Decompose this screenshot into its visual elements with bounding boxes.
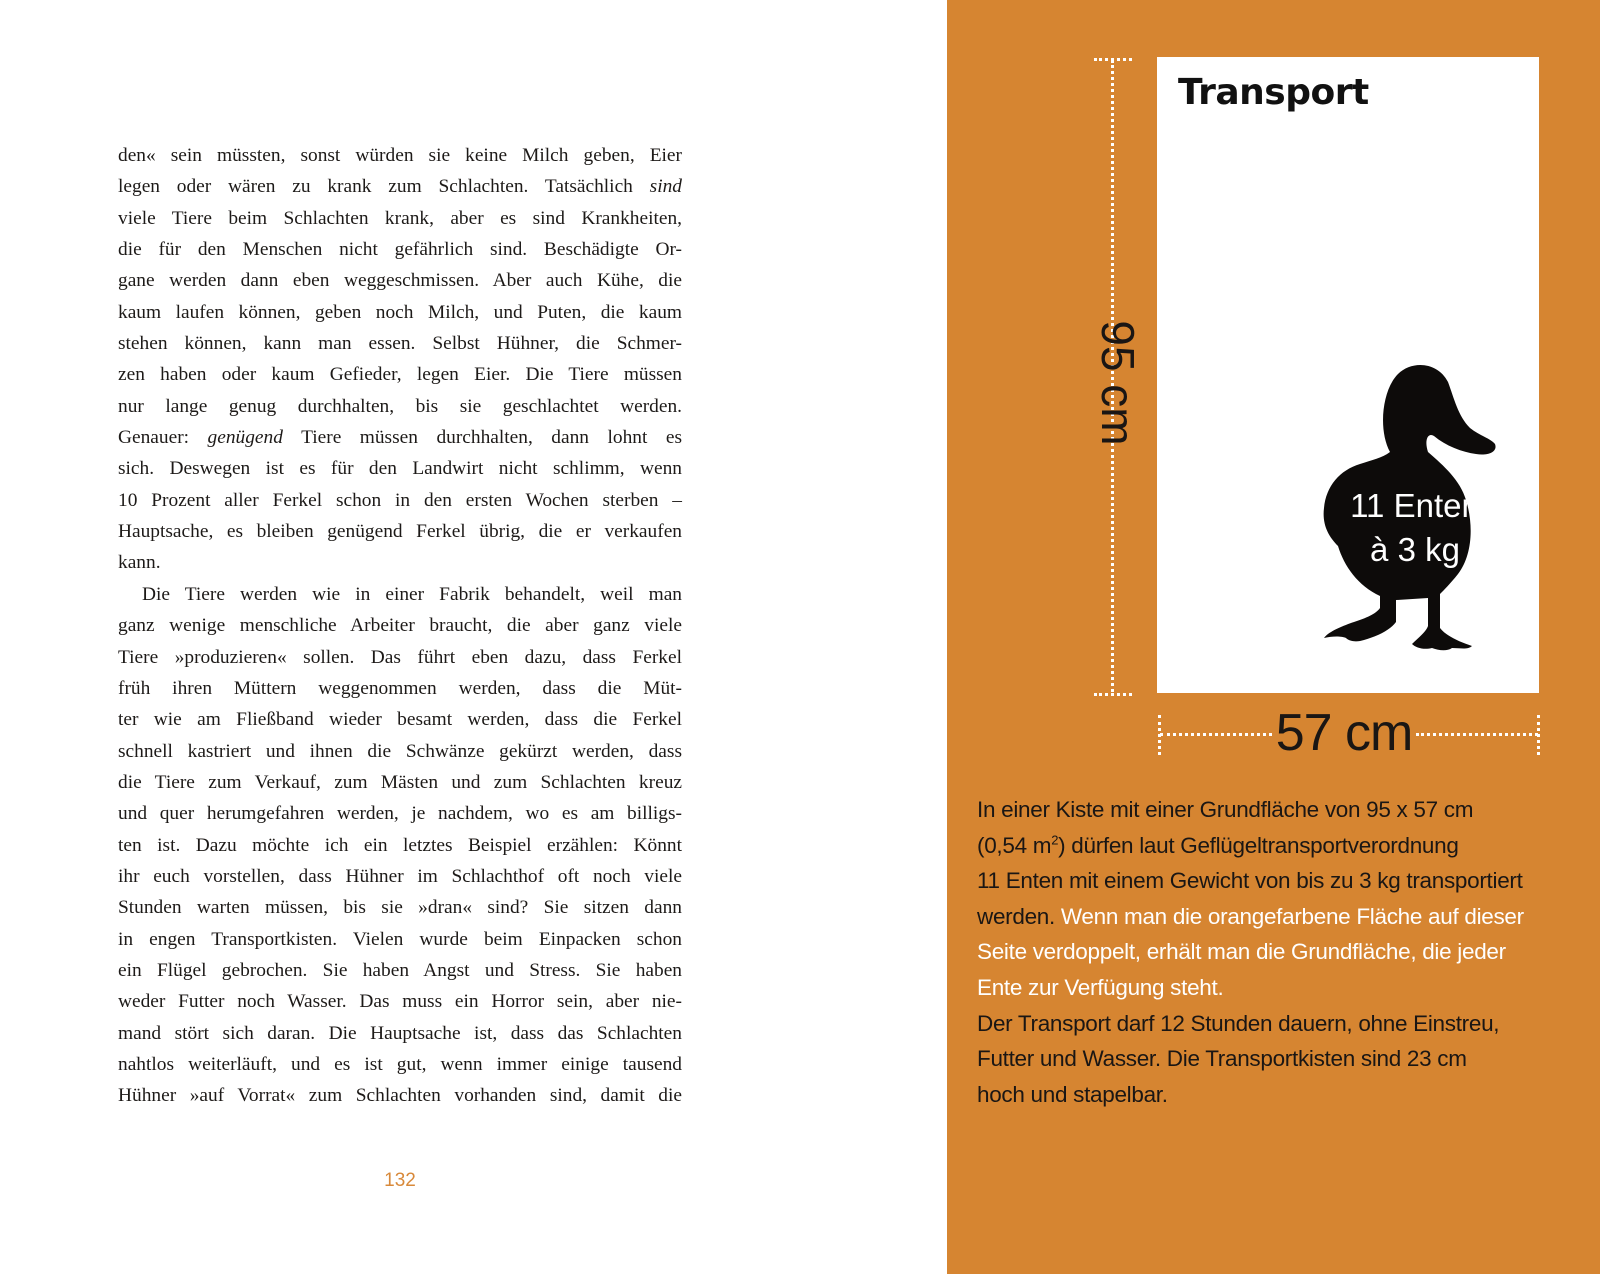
- text-line: früh ihren Müttern weggenommen werden, dass die Müt-: [118, 677, 682, 699]
- text-line: die Tiere zum Verkauf, zum Mästen und zum Schlachten kreuz: [118, 771, 682, 793]
- text-line: weder Futter noch Wasser. Das muss ein Horror sein, aber nie-: [118, 991, 682, 1013]
- info-line: Futter und Wasser. Die Transportkisten sind 23 cm: [977, 1046, 1467, 1072]
- width-label: 57 cm: [1275, 704, 1413, 762]
- text-line: Tiere »produzieren« sollen. Das führt eben dazu, dass Ferkel: [118, 646, 682, 668]
- text-line: den« sein müssten, sonst würden sie keine Milch geben, Eier: [118, 145, 682, 166]
- text-line: Genauer: genügend Tiere müssen durchhalten, dann lohnt es: [118, 427, 682, 449]
- text-line: die für den Menschen nicht gefährlich sind. Beschädigte Or-: [118, 239, 682, 261]
- info-line: 11 Enten mit einem Gewicht von bis zu 3 kg transportiert: [977, 868, 1523, 894]
- text-line: viele Tiere beim Schlachten krank, aber es sind Krankheiten,: [118, 207, 682, 229]
- text-line: ein Flügel gebrochen. Sie haben Angst und Stress. Sie haben: [118, 959, 682, 981]
- text-line: mand stört sich daran. Die Hauptsache ist, dass das Schlachten: [118, 1022, 682, 1044]
- text-line: Hauptsache, es bleiben genügend Ferkel übrig, die er verkaufen: [118, 521, 682, 543]
- text-line: ganz wenige menschliche Arbeiter braucht, die aber ganz viele: [118, 615, 682, 637]
- width-dimension-line-left: [1160, 733, 1272, 736]
- height-label: 95 cm: [1092, 320, 1144, 446]
- text-line: kann.: [118, 552, 161, 574]
- duck-label: [1335, 484, 1495, 572]
- text-line: schnell kastriert und ihnen die Schwänze gekürzt werden, dass: [118, 740, 682, 762]
- text-line: zen haben oder kaum Gefieder, legen Eier. Die Tiere müssen: [118, 364, 682, 386]
- text-line: Die Tiere werden wie in einer Fabrik behandelt, weil man: [142, 583, 682, 605]
- crate-title: Transport: [1178, 72, 1369, 113]
- text-line: legen oder wären zu krank zum Schlachten. Tatsächlich sind: [118, 176, 682, 198]
- text-line: gane werden dann eben weggeschmissen. Aber auch Kühe, die: [118, 270, 682, 292]
- text-line: in engen Transportkisten. Vielen wurde beim Einpacken schon: [118, 928, 682, 950]
- page-number: 132: [384, 1170, 416, 1191]
- info-line: Ente zur Verfügung steht.: [977, 974, 1224, 1000]
- text-line: ihr euch vorstellen, dass Hühner im Schlachthof oft noch viele: [118, 865, 682, 887]
- body-text: [118, 140, 682, 1112]
- height-dimension-tick-top: [1094, 58, 1132, 61]
- height-label-wrap: [1094, 318, 1142, 448]
- info-line: In einer Kiste mit einer Grundfläche von 95 x 57 cm: [977, 797, 1474, 822]
- duck-label-line1: 11 Enten: [1350, 487, 1480, 524]
- width-dimension-tick-right: [1537, 715, 1540, 755]
- text-line: kaum laufen können, geben noch Milch, und Puten, die kaum: [118, 301, 682, 323]
- width-dimension-line-right: [1416, 733, 1538, 736]
- info-line: Seite verdoppelt, erhält man die Grundfläche, die jeder: [977, 939, 1506, 965]
- text-line: nur lange genug durchhalten, bis sie geschlachtet werden.: [118, 395, 682, 417]
- text-line: ter wie am Fließband wieder besamt werden, dass die Ferkel: [118, 709, 682, 731]
- text-line: 10 Prozent aller Ferkel schon in den ersten Wochen sterben –: [118, 489, 682, 511]
- text-line: nahtlos weiterläuft, und es ist gut, wenn immer einige tausend: [118, 1053, 682, 1075]
- height-dimension-tick-bottom: [1094, 693, 1132, 696]
- info-line: (0,54 $m^2$) dürfen laut Geflügeltransportverordnung: [977, 832, 1459, 858]
- duck-label-line2: à 3 kg: [1370, 531, 1460, 568]
- text-line: Hühner »auf Vorrat« zum Schlachten vorhanden sind, damit die: [118, 1085, 682, 1107]
- text-line: sich. Deswegen ist es für den Landwirt nicht schlimm, wenn: [118, 458, 682, 480]
- info-line: Der Transport darf 12 Stunden dauern, ohne Einstreu,: [977, 1010, 1500, 1036]
- info-line: hoch und stapelbar.: [977, 1081, 1168, 1107]
- text-line: und quer herumgefahren werden, je nachdem, wo es am billigs-: [118, 803, 682, 825]
- info-text: [977, 792, 1577, 1112]
- width-dimension-tick-left: [1158, 715, 1161, 755]
- text-line: ten ist. Dazu möchte ich ein letztes Beispiel erzählen: Könnt: [118, 834, 682, 856]
- info-line: werden. Wenn man die orangefarbene Fläche auf dieser: [977, 903, 1524, 929]
- text-line: Stunden warten müssen, bis sie »dran« sind? Sie sitzen dann: [118, 897, 682, 919]
- text-line: stehen können, kann man essen. Selbst Hühner, die Schmer-: [118, 333, 682, 355]
